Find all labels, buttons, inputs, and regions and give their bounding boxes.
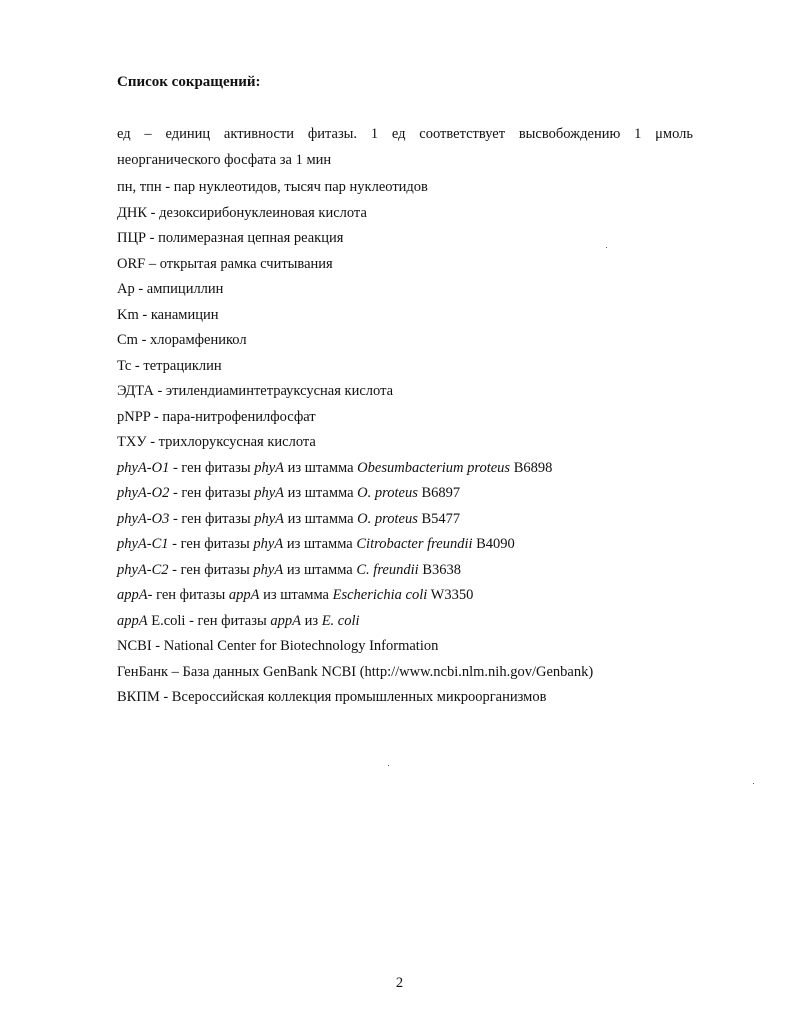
abbreviation-entry: NCBI - National Center for Biotechnology Information (117, 638, 439, 654)
gene-description: из штамма (284, 485, 358, 501)
gene-name: phyA (254, 510, 284, 527)
organism-name: E. coli (321, 612, 360, 629)
organism-name: C. freundii (356, 561, 419, 578)
gene-name: phyA (253, 536, 284, 552)
organism-name: Escherichia coli (332, 587, 428, 603)
abbreviation-entry: Km - канамицин (117, 306, 219, 323)
gene-description: - ген фитазы (168, 536, 254, 552)
gene-description: - ген фитазы (168, 561, 254, 578)
abbreviation-entry: ПЦР - полимеразная цепная реакция (117, 230, 344, 246)
gene-description: из штамма (259, 587, 333, 603)
gene-abbreviation: appA (117, 587, 148, 603)
organism-name: O. proteus (357, 510, 418, 527)
strain-id: B6898 (510, 459, 553, 476)
strain-id: B6897 (417, 485, 461, 501)
organism-name: Citrobacter freundii (356, 536, 473, 552)
gene-description: из штамма (284, 459, 358, 476)
gene-description: - ген фитазы (169, 510, 255, 527)
abbreviation-entry: Cm - хлорамфеникол (117, 332, 247, 348)
gene-description: из (300, 612, 322, 629)
abbreviation-entry-unit-line1: ед – единиц активности фитазы. 1 ед соответствует высвобождению 1 μмоль (117, 126, 693, 142)
scan-speck (753, 783, 754, 784)
abbreviation-entry-gene (117, 609, 693, 635)
strain-id: W3350 (427, 587, 474, 603)
abbreviation-entry: pNPP - пара-нитрофенилфосфат (117, 408, 316, 425)
gene-description: - ген фитазы (169, 485, 255, 501)
gene-abbreviation: phyA-C2 (117, 561, 169, 578)
gene-description: E.coli - ген фитазы (147, 612, 271, 629)
abbreviation-entry-gene (117, 481, 693, 507)
gene-description: из штамма (283, 561, 357, 578)
gene-description: из штамма (283, 536, 357, 552)
abbreviations-list (117, 124, 693, 711)
abbreviation-entry: Ap - ампициллин (117, 281, 224, 297)
abbreviation-entry: Tc - тетрациклин (117, 357, 222, 374)
gene-abbreviation: phyA-O3 (117, 510, 170, 527)
abbreviation-entry-gene (117, 558, 693, 584)
gene-name: phyA (254, 485, 284, 501)
abbreviation-entry: ЭДТА - этилендиаминтетрауксусная кислота (117, 383, 394, 399)
page-number: 2 (395, 975, 404, 991)
page-title: Список сокращений: (117, 74, 261, 90)
gene-abbreviation: phyA-C1 (117, 536, 169, 552)
gene-abbreviation: appA (117, 612, 148, 629)
scan-speck (606, 247, 607, 248)
gene-name: appA (228, 587, 260, 603)
abbreviation-entry-gene (117, 583, 693, 609)
organism-name: Obesumbacterium proteus (357, 459, 511, 476)
gene-description: из штамма (284, 510, 358, 527)
strain-id: B3638 (418, 561, 461, 578)
abbreviation-entry: ТХУ - трихлоруксусная кислота (117, 434, 316, 450)
abbreviation-entry-unit-line2: неорганического фосфата за 1 мин (117, 152, 332, 168)
abbreviation-entry: ORF – открытая рамка считывания (117, 255, 333, 272)
scan-speck (388, 765, 389, 766)
gene-abbreviation: phyA-O1 (117, 459, 170, 476)
organism-name: O. proteus (357, 485, 418, 501)
gene-name: appA (270, 612, 301, 629)
abbreviation-entry-gene (117, 456, 693, 482)
gene-name: phyA (254, 459, 284, 476)
gene-description: - ген фитазы (169, 459, 255, 476)
gene-name: phyA (253, 561, 284, 578)
gene-abbreviation: phyA-O2 (117, 485, 170, 501)
abbreviation-entry: пн, тпн - пар нуклеотидов, тысяч пар нуклеотидов (117, 179, 428, 195)
abbreviation-entry-gene (117, 507, 693, 533)
strain-id: B4090 (472, 536, 515, 552)
abbreviation-entry: ГенБанк – База данных GenBank NCBI (http://www.ncbi.nlm.nih.gov/Genbank) (117, 663, 594, 680)
abbreviation-entry: ДНК - дезоксирибонуклеиновая кислота (117, 204, 367, 221)
gene-description: - ген фитазы (147, 587, 229, 603)
abbreviation-entry: ВКПМ - Всероссийская коллекция промышленных микроорганизмов (117, 689, 547, 705)
strain-id: B5477 (417, 510, 461, 527)
abbreviation-entry-gene (117, 532, 693, 558)
